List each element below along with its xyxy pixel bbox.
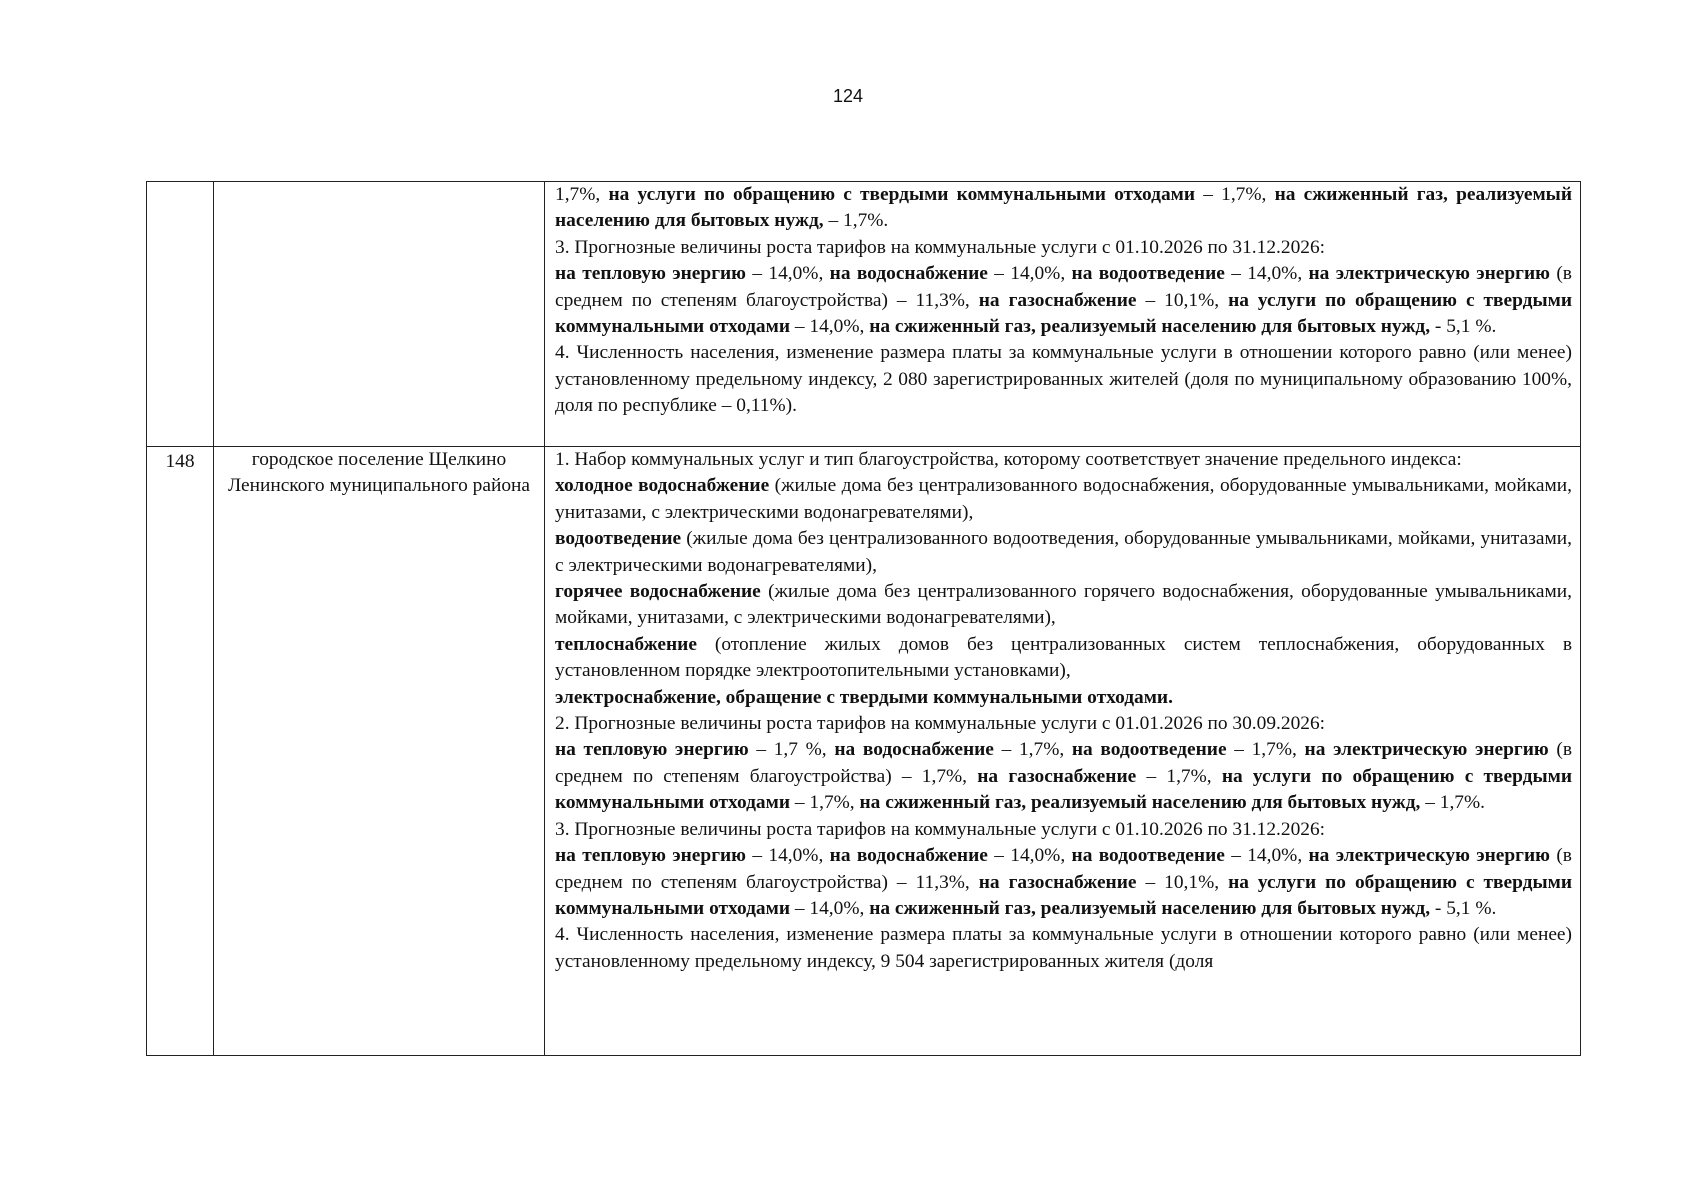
paragraph <box>555 182 1572 235</box>
bold-run: на услуги по обращению с твердыми коммунальными отходами <box>608 184 1196 205</box>
text-run: – 1,7%, <box>1195 184 1275 205</box>
bold-run: на услуги по обращению с твердыми коммунальными отходами <box>555 765 1572 814</box>
bold-run: на водоснабжение <box>829 845 988 867</box>
bold-run: на услуги по обращению с твердыми коммунальными отходами <box>555 871 1572 919</box>
bold-run: на сжиженный газ, реализуемый населению для бытовых нужд, <box>859 792 1421 814</box>
row-number-cell <box>147 447 214 1056</box>
bold-run: холодное водоснабжение <box>555 475 770 497</box>
bold-run: на сжиженный газ, реализуемый населению для бытовых нужд, <box>869 897 1431 919</box>
text-run: – 14,0%, <box>790 316 870 338</box>
description-text <box>545 447 1580 975</box>
text-run: 4. Численность населения, изменение размера платы за коммунальные услуги в отношении которого равно (или менее) установленному предельному индексу, 9 504 зарегистрированных жителя (доля <box>555 924 1572 972</box>
text-run: – 14,0%, <box>987 845 1072 867</box>
text-run: – 1,7 %, <box>748 739 835 761</box>
paragraph <box>555 235 1572 261</box>
description-clip <box>545 447 1580 1055</box>
bold-run: на водоотведение <box>1071 845 1225 867</box>
text-run: – 1,7%, <box>993 739 1072 761</box>
description-cell <box>545 447 1581 1056</box>
text-run: – 1,7%, <box>790 792 860 814</box>
table-row <box>147 182 1581 447</box>
text-run: – 14,0%, <box>746 845 830 867</box>
text-run: (в среднем по степеням благоустройства) – 1,7%, <box>555 739 1572 787</box>
text-run: (жилые дома без централизованного водоотведения, оборудованные умывальниками, мойками, унитазами, с электрическими водонагревателями), <box>555 528 1572 576</box>
bold-run: на электрическую энергию <box>1304 739 1549 761</box>
paragraph <box>555 711 1572 737</box>
table-row <box>147 447 1581 1056</box>
text-run: – 14,0%, <box>1224 263 1309 285</box>
paragraph <box>555 685 1572 711</box>
bold-run: на электрическую энергию <box>1308 845 1550 867</box>
text-run: – 14,0%, <box>987 263 1072 285</box>
text-run: (в среднем по степеням благоустройства) – 11,3%, <box>555 845 1572 893</box>
bold-run: теплоснабжение <box>555 633 697 655</box>
bold-run: на услуги по обращению с твердыми коммунальными отходами <box>555 289 1572 338</box>
text-run: (отопление жилых домов без централизованных систем теплоснабжения, оборудованных в установленном порядке электроотопительными установками), <box>555 633 1572 682</box>
paragraph <box>555 843 1572 922</box>
bold-run: на сжиженный газ, реализуемый населению для бытовых нужд, <box>869 316 1431 338</box>
text-run: – 14,0%, <box>790 897 870 919</box>
text-run: – 1,7%, <box>1136 765 1222 787</box>
text-run: (жилые дома без централизованного водоснабжения, оборудованные умывальниками, мойками, унитазами, с электрическими водонагревателями), <box>555 475 1572 523</box>
bold-run: на электрическую энергию <box>1308 263 1550 285</box>
text-run: 1,7%, <box>555 184 609 205</box>
paragraph <box>555 579 1572 632</box>
bold-run: на газоснабжение <box>978 871 1137 893</box>
paragraph <box>555 340 1572 419</box>
bold-run: на газоснабжение <box>978 289 1137 311</box>
text-run: - 5,1 %. <box>1430 897 1497 919</box>
row-number: 148 <box>165 451 195 472</box>
paragraph <box>555 473 1572 526</box>
paragraph <box>555 261 1572 340</box>
text-run: – 10,1%, <box>1136 289 1229 311</box>
paragraph <box>555 632 1572 685</box>
row-number-cell <box>147 182 214 447</box>
paragraph <box>555 817 1572 843</box>
text-run: – 1,7%, <box>1226 739 1305 761</box>
text-run: – 1,7%. <box>1420 792 1486 814</box>
bold-run: на водоснабжение <box>834 739 994 761</box>
paragraph <box>555 447 1572 473</box>
bold-run: электроснабжение, обращение с твердыми коммунальными отходами. <box>555 686 1173 708</box>
bold-run: на тепловую энергию <box>555 739 749 761</box>
text-run: 4. Численность населения, изменение размера платы за коммунальные услуги в отношении которого равно (или менее) установленному предельному индексу, 2 080 зарегистрированных жителей (доля по муниципальному образованию 100%, доля по республике – 0,11%). <box>555 342 1572 417</box>
bold-run: на тепловую энергию <box>555 845 746 867</box>
text-run: - 5,1 %. <box>1430 316 1497 338</box>
text-run: 2. Прогнозные величины роста тарифов на коммунальные услуги с 01.01.2026 по 30.09.2026: <box>555 713 1326 735</box>
text-run: – 14,0%, <box>1224 845 1309 867</box>
bold-run: на газоснабжение <box>977 765 1137 787</box>
text-run: (в среднем по степеням благоустройства) – 11,3%, <box>555 263 1572 311</box>
bold-run: на водоотведение <box>1071 263 1225 285</box>
bold-run: водоотведение <box>555 528 682 550</box>
paragraph <box>555 737 1572 816</box>
description-text <box>545 182 1580 420</box>
municipality-cell <box>214 447 545 1056</box>
bold-run: на водоотведение <box>1071 739 1227 761</box>
text-run: 3. Прогнозные величины роста тарифов на коммунальные услуги с 01.10.2026 по 31.12.2026: <box>555 236 1326 258</box>
bold-run: на тепловую энергию <box>555 263 746 285</box>
paragraph <box>555 526 1572 579</box>
description-cell <box>545 182 1581 447</box>
text-run: – 10,1%, <box>1136 871 1229 893</box>
page-number: 124 <box>832 86 864 106</box>
text-run: – 1,7%. <box>823 210 889 232</box>
row-number <box>147 182 213 184</box>
bold-run: на сжиженный газ, реализуемый населению для бытовых нужд, <box>555 184 1572 232</box>
text-run: – 14,0%, <box>746 263 830 285</box>
paragraph <box>555 922 1572 975</box>
municipality-cell <box>214 182 545 447</box>
bold-run: горячее водоснабжение <box>555 581 761 603</box>
municipality-name: городское поселение Щелкино Ленинского муниципального района <box>227 449 531 497</box>
text-run: (жилые дома без централизованного горячего водоснабжения, оборудованные умывальниками, мойками, унитазами, с электрическими водонагревателями), <box>555 581 1573 629</box>
tariff-table <box>146 181 1581 1056</box>
bold-run: на водоснабжение <box>829 263 988 285</box>
text-run: 3. Прогнозные величины роста тарифов на коммунальные услуги с 01.10.2026 по 31.12.2026: <box>555 818 1326 840</box>
text-run: 1. Набор коммунальных услуг и тип благоустройства, которому соответствует значение предельного индекса: <box>555 449 1462 470</box>
